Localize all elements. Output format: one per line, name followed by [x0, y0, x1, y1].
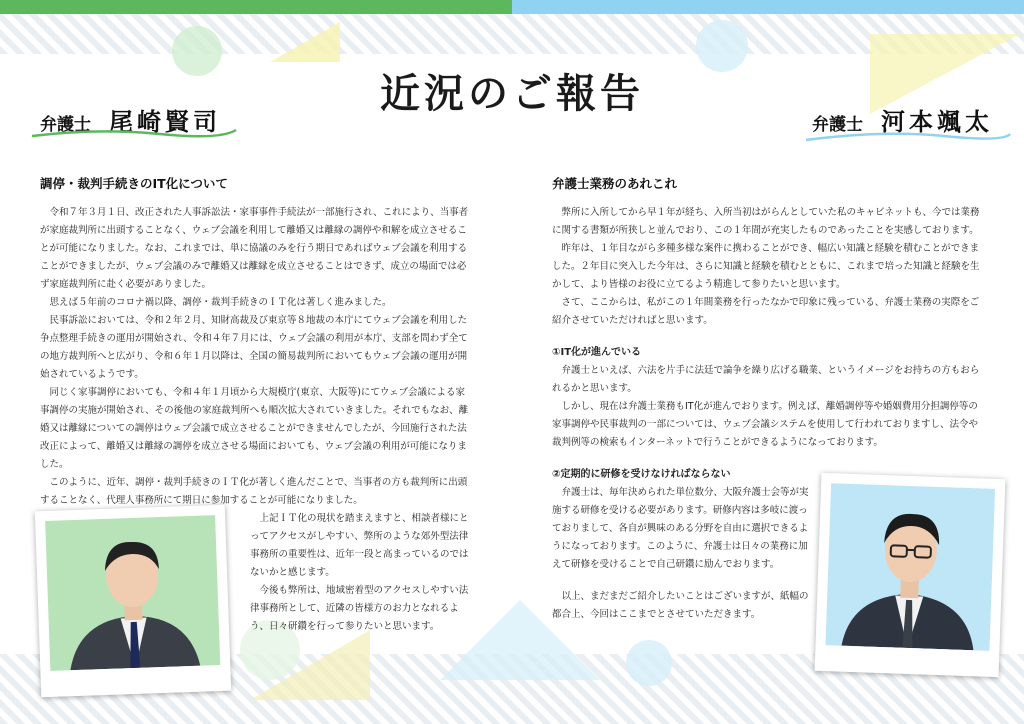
person-photo-icon: [45, 515, 220, 671]
right-paragraph: 弁護士は、毎年決められた単位数分、大阪弁護士会等が実施する研修を受ける必要があります。研修内容は多岐に渡っておりまして、各自が興味のある分野を自由に選択できるようになっております。このように、弁護士は日々の業務に加えて研修を受けることで自己研鑽に励んでおります。: [552, 487, 809, 570]
right-section-title: ②定期的に研修を受けなければならない: [552, 469, 731, 480]
right-lawyer-name: 河本颯太: [881, 107, 993, 136]
left-paragraph: 民事訴訟においては、令和２年２月、知財高裁及び東京等８地裁の本庁にてウェブ会議を利用した争点整理手続きの運用が開始され、令和４年７月には、ウェブ会議の利用が本庁、支部を問わず全ての地方裁判所へと広がり、令和６年１月以降は、全国の簡易裁判所においてもウェブ会議の運用が開始されているようです。: [40, 315, 468, 380]
right-paragraph: 昨年は、１年目ながら多種多様な案件に携わることができ、幅広い知識と経験を積むことができました。２年目に突入した今年は、さらに知識と経験を積むとともに、これまで培った知識と経験を生かして、より皆様のお役に立てるよう精進して参りたいと思います。: [552, 243, 980, 290]
top-accent-bar-green: [0, 0, 512, 14]
right-section-title: ①IT化が進んでいる: [552, 347, 642, 358]
left-paragraph: 同じく家事調停においても、令和４年１月頃から大規模庁(東京、大阪等)にてウェブ会議による家事調停の実施が開始され、その後他の家庭裁判所へも順次拡大されていきました。それでもなお、離婚又は離縁についての調停はウェブ会議で成立させることができませんでしたが、今回施行された法改正によって、離婚又は離縁の調停を成立させる場面においても、ウェブ会議の利用が可能になりました。: [40, 387, 469, 470]
right-name-underline: [804, 128, 1014, 144]
right-paragraph: さて、ここからは、私がこの１年間業務を行ったなかで印象に残っている、弁護士業務の実際をご紹介させていただければと思います。: [552, 297, 980, 326]
left-paragraph: このように、近年、調停・裁判手続きのＩＴ化が著しく進んだことで、当事者の方も裁判所に出頭することなく、代理人事務所にて期日に参加することが可能になりました。: [40, 477, 468, 506]
left-article-wrap-text: [250, 510, 472, 636]
left-paragraph: 今後も弊所は、地域密着型のアクセスしやすい法律事務所として、近隣の皆様方のお力となれるよう、日々研鑽を行って参りたいと思います。: [250, 585, 469, 632]
page-title: 近況のご報告: [380, 70, 644, 117]
right-article-wrap-text: [552, 466, 814, 624]
right-lawyer-role: 弁護士: [812, 115, 863, 135]
left-paragraph: 上記ＩＴ化の現状を踏まえますと、相談者様にとってアクセスがしやすい、弊所のような郊外型法律事務所の重要性は、近年一段と高まっているのではないかと感じます。: [250, 513, 469, 578]
right-paragraph: 弊所に入所してから早１年が経ち、入所当初はがらんとしていた私のキャビネットも、今では業務に関する書類が所狭しと並んでおり、この１年間が充実したものであったことを実感しております。: [552, 207, 980, 236]
left-lawyer-role: 弁護士: [40, 115, 91, 135]
right-closing-paragraph: 以上、まだまだご紹介したいことはございますが、紙幅の都合上、今回はここまでとさせていただきます。: [552, 591, 809, 620]
person-photo-icon: [826, 483, 996, 651]
left-lawyer-photo-frame: [35, 505, 231, 698]
deco-triangle-top-left: [270, 22, 340, 62]
right-lawyer-photo-frame: [815, 473, 1006, 677]
deco-circle-bottom-center: [626, 640, 672, 686]
top-accent-bar-blue: [512, 0, 1024, 14]
left-name-underline: [30, 126, 240, 140]
left-lawyer-name: 尾崎賢司: [109, 107, 221, 136]
right-paragraph: 弁護士といえば、六法を片手に法廷で論争を繰り広げる職業、というイメージをお持ちの方もおられるかと思います。: [552, 365, 980, 394]
left-paragraph: 令和７年３月１日、改正された人事訴訟法・家事事件手続法が一部施行され、これにより、当事者が家庭裁判所に出頭することなく、ウェブ会議を利用して離婚又は離縁の調停や和解を成立させることが可能になりました。なお、これまでは、単に協議のみを行う期日であればウェブ会議を利用することができましたが、ウェブ会議のみで離婚又は離縁を成立させることはできず、成立の場面では必ず家庭裁判所に赴く必要がありました。: [40, 207, 469, 290]
left-article-heading: 調停・裁判手続きのIT化について: [40, 176, 228, 191]
left-paragraph: 思えば５年前のコロナ禍以降、調停・裁判手続きのＩＴ化は著しく進みました。: [49, 297, 392, 308]
right-paragraph: しかし、現在は弁護士業務もIT化が進んでおります。例えば、離婚調停等や婚姻費用分担調停等の家事調停や民事裁判の一部については、ウェブ会議システムを使用して行われておりますし、法令や裁判例等の検索もインターネットで行うことができるようになっております。: [552, 401, 978, 448]
right-article-heading: 弁護士業務のあれこれ: [552, 176, 678, 191]
